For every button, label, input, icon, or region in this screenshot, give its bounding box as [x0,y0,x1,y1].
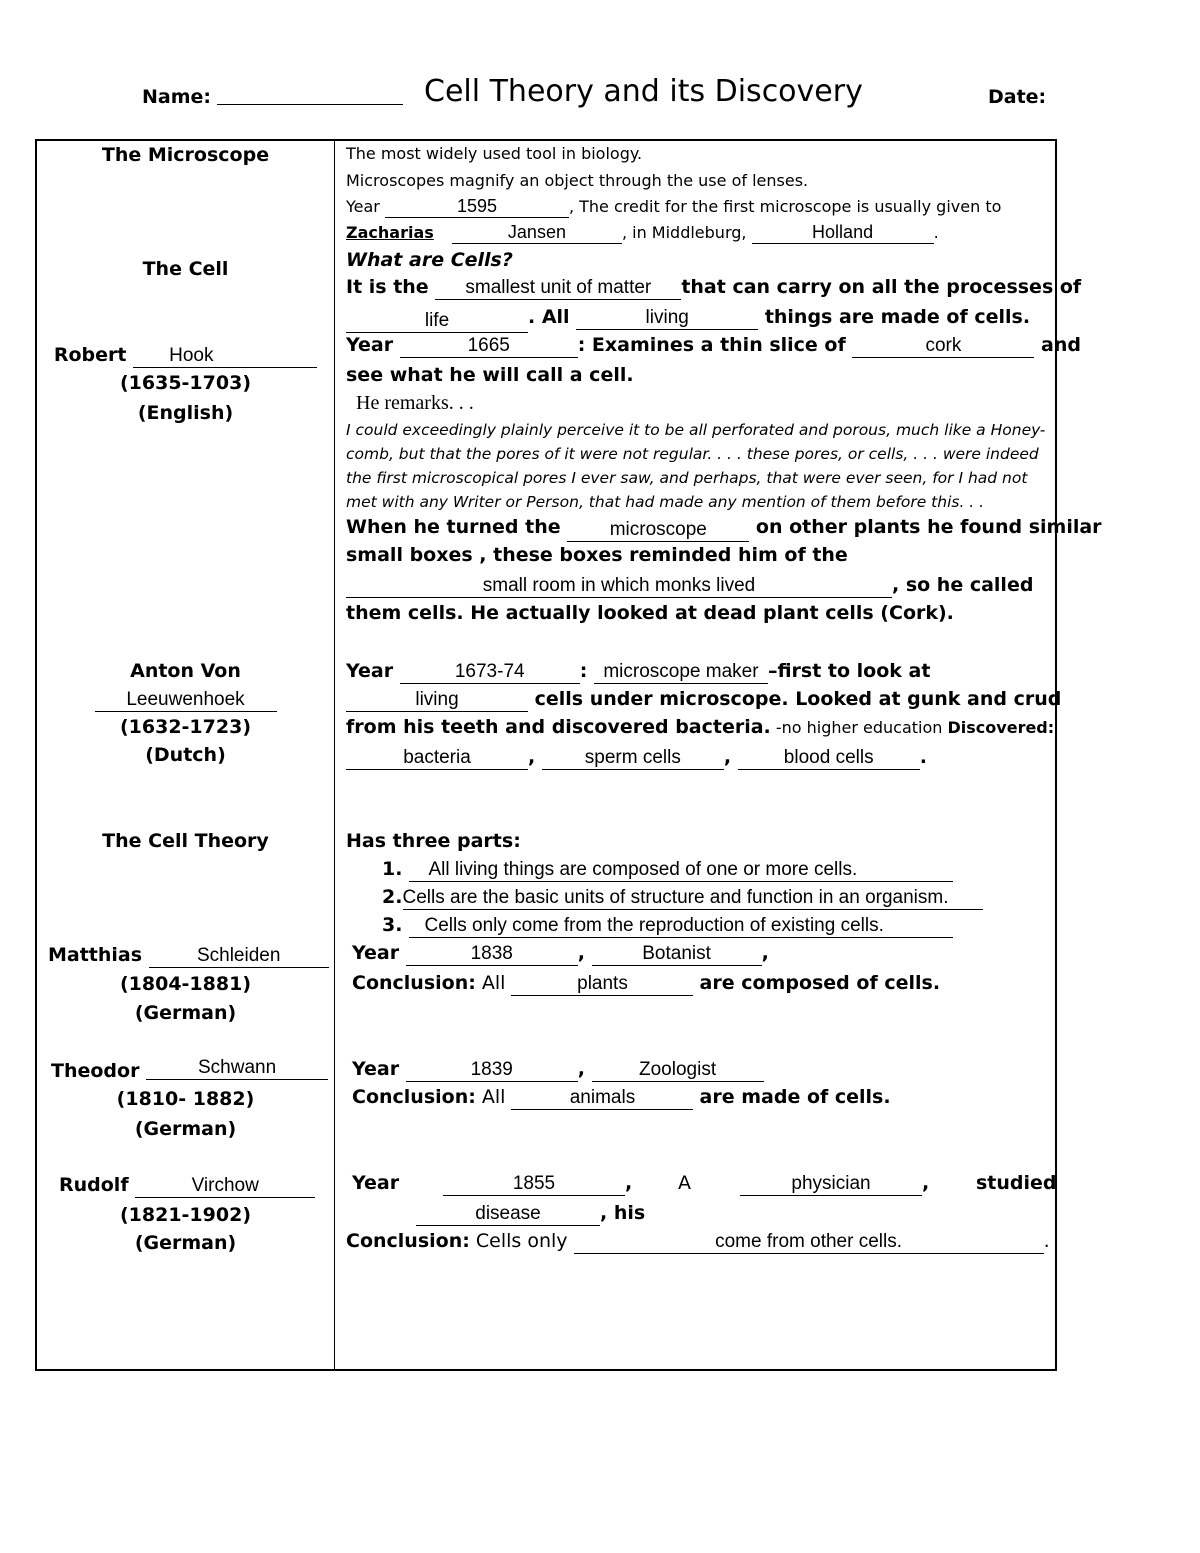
s2-c: are composed of cells. [699,972,941,994]
l1-a: Year [346,660,394,682]
schleiden-nationality: (German) [134,1002,237,1024]
schwann-line-1 [352,1058,764,1082]
column-divider [334,139,335,1371]
blood-cells-blank: blood cells [738,747,920,770]
leeu-nationality: (Dutch) [145,744,226,766]
virchow-line-3 [346,1230,1050,1254]
theory-part-1-blank: All living things are composed of one or more cells. [409,859,953,882]
schwann-line-2 [352,1086,891,1110]
hooke-last: Hook [133,345,317,368]
w1-a: Year [352,1058,400,1080]
name-blank[interactable] [217,104,403,105]
page-title: Cell Theory and its Discovery [424,74,863,109]
what-are-cells-heading: What are Cells? [346,249,513,271]
bacteria-blank: bacteria [346,747,528,770]
h1-b: : Examines a thin slice of [577,334,846,356]
microscope-maker-blank: microscope maker [594,661,768,684]
leeu-last-line [37,688,334,712]
schwann-nationality: (German) [134,1118,237,1140]
w2-a: Conclusion: [352,1086,476,1108]
l4-end: . [919,746,927,768]
leeu-living-blank: living [346,689,528,712]
m4-end: . [933,223,939,242]
left-microscope: The Microscope [101,144,270,166]
schwann-year-blank: 1839 [406,1059,578,1082]
schleiden-last: Schleiden [149,945,329,968]
microscope-blank: microscope [567,519,749,542]
l3-a: from his teeth and discovered bacteria. [346,716,771,738]
monks-room-blank: small room in which monks lived [346,575,892,598]
hooke-line-4 [346,516,1102,540]
s2-a: Conclusion: [352,972,476,994]
schwann-last: Schwann [146,1057,328,1080]
come-from-cells-blank: come from other cells. [574,1231,1044,1254]
w2-b: All [475,1086,506,1108]
s2-b: All [475,972,506,994]
leeu-line-1 [346,660,930,684]
schleiden-line-2 [352,972,940,996]
schwann-name [51,1057,328,1084]
c1-b: that can carry on all the processes of [681,276,1082,298]
v3-end: . [1043,1230,1050,1252]
animals-blank: animals [511,1087,693,1110]
hooke-line-1 [346,334,1081,358]
hooke-line-7: them cells. He actually looked at dead plant cells (Cork). [346,602,954,624]
v2-b: , his [600,1202,646,1224]
c2-b: things are made of cells. [764,306,1031,328]
hooke-line-5: small boxes , these boxes reminded him of the [346,544,848,566]
v3-b: Cells only [469,1230,568,1252]
cell-line-2 [346,306,1030,330]
m4-text: , in Middleburg, [621,223,747,242]
s1-b: , [577,942,585,964]
m3-year-label: Year [346,197,380,216]
hooke-line-6 [346,574,1033,598]
leeu-first: Anton Von [130,660,241,682]
quote-line-3: the first microscopical pores I ever saw, and perhaps, that were ever seen, for I had not [346,469,1028,487]
c2-a: . All [528,306,570,328]
microscope-year-blank: 1595 [385,196,569,218]
hooke-line-2: see what he will call a cell. [346,364,634,386]
schleiden-first: Matthias [48,944,143,966]
leeu-last: Leeuwenhoek [95,689,277,712]
schwann-first: Theodor [51,1060,140,1082]
disease-blank: disease [416,1203,600,1226]
hooke-first: Robert [53,344,127,366]
microscope-line-1: The most widely used tool in biology. [346,144,643,163]
microscope-line-3 [346,196,1001,218]
virchow-first: Rudolf [59,1174,129,1196]
theory-part-1 [382,858,953,882]
schwann-years: (1810- 1882) [116,1088,255,1110]
theory-part-2 [382,886,983,910]
schleiden-line-1 [352,942,769,966]
botanist-blank: Botanist [592,943,762,966]
zacharias-name: Zacharias [346,223,434,242]
h1-a: Year [346,334,394,356]
schleiden-years: (1804-1881) [119,973,251,995]
microscope-line-4 [346,222,939,244]
schleiden-name [48,944,329,968]
name-label: Name: [142,86,212,108]
v1-a-word: A [678,1172,691,1194]
physician-line [740,1172,929,1196]
w2-c: are made of cells. [699,1086,891,1108]
virchow-year-blank: 1855 [443,1173,625,1196]
l2-b: cells under microscope. Looked at gunk and crud [534,688,1062,710]
theory-part-3 [382,914,953,938]
l3-c: Discovered: [947,718,1055,737]
date-label: Date: [988,86,1047,108]
l1-b: : [579,660,588,682]
leeu-line-4: bacteria , sperm cells , blood cells . [346,746,927,770]
virchow-year-label: Year [352,1172,400,1194]
s1-c: , [761,942,769,964]
theory-part-3-blank: Cells only come from the reproduction of existing cells. [409,915,953,938]
hooke-remarks: He remarks. . . [356,392,474,414]
microscope-line-2: Microscopes magnify an object through the use of lenses. [346,171,809,190]
v1-studied: studied [976,1172,1057,1194]
l1-c: –first to look at [767,660,931,682]
left-cell-theory: The Cell Theory [102,830,269,852]
hooke-years: (1635-1703) [119,372,251,394]
t2-num: 2. [382,886,403,908]
v1-d: , [922,1172,930,1194]
virchow-name [59,1174,315,1198]
zoologist-blank: Zoologist [592,1059,764,1082]
v3-a: Conclusion: [346,1230,470,1252]
left-cell: The Cell [142,258,229,280]
leeu-line-2 [346,688,1061,712]
hooke-name [37,344,334,368]
cell-line-1 [346,276,1081,300]
h4-a: When he turned the [346,516,561,538]
living-blank: living [576,307,758,330]
plants-blank: plants [511,973,693,996]
holland-blank: Holland [752,222,934,244]
quote-line-2: comb, but that the pores of it were not regular. . . . these pores, or cells, . . . were indeed [346,445,1039,463]
h1-c: and [1041,334,1081,356]
hooke-nationality: (English) [137,402,234,424]
life-blank: life [346,310,528,333]
virchow-line-2 [416,1202,645,1226]
quote-line-1: I could exceedingly plainly perceive it to be all perforated and porous, much like a Honey- [346,421,1046,439]
virchow-years: (1821-1902) [119,1204,251,1226]
schleiden-year-blank: 1838 [406,943,578,966]
jansen-blank: Jansen [452,222,622,244]
virchow-nationality: (German) [134,1232,237,1254]
smallest-unit-blank: smallest unit of matter [435,277,681,300]
hooke-year-blank: 1665 [400,335,578,358]
leeu-year-blank: 1673-74 [400,661,580,684]
t1-num: 1. [382,858,403,880]
h4-b: on other plants he found similar [755,516,1102,538]
t3-num: 3. [382,914,403,936]
sperm-cells-blank: sperm cells [542,747,724,770]
w1-b: , [577,1058,585,1080]
cork-blank: cork [852,335,1034,358]
v1-b: , [625,1172,633,1194]
s1-a: Year [352,942,400,964]
virchow-last: Virchow [135,1175,315,1198]
c1-a: It is the [346,276,429,298]
physician-blank: physician [740,1173,922,1196]
l3-b: -no higher education [770,718,948,737]
virchow-year-line [443,1172,632,1196]
leeu-line-3 [346,716,1054,738]
leeu-years: (1632-1723) [119,716,251,738]
m3-text: , The credit for the first microscope is usually given to [568,197,1002,216]
theory-part-2-blank: Cells are the basic units of structure and function in an organism. [403,887,983,910]
h6-b: , so he called [892,574,1034,596]
theory-intro: Has three parts: [346,830,521,852]
quote-line-4: met with any Writer or Person, that had made any mention of them before this. . . [346,493,985,511]
